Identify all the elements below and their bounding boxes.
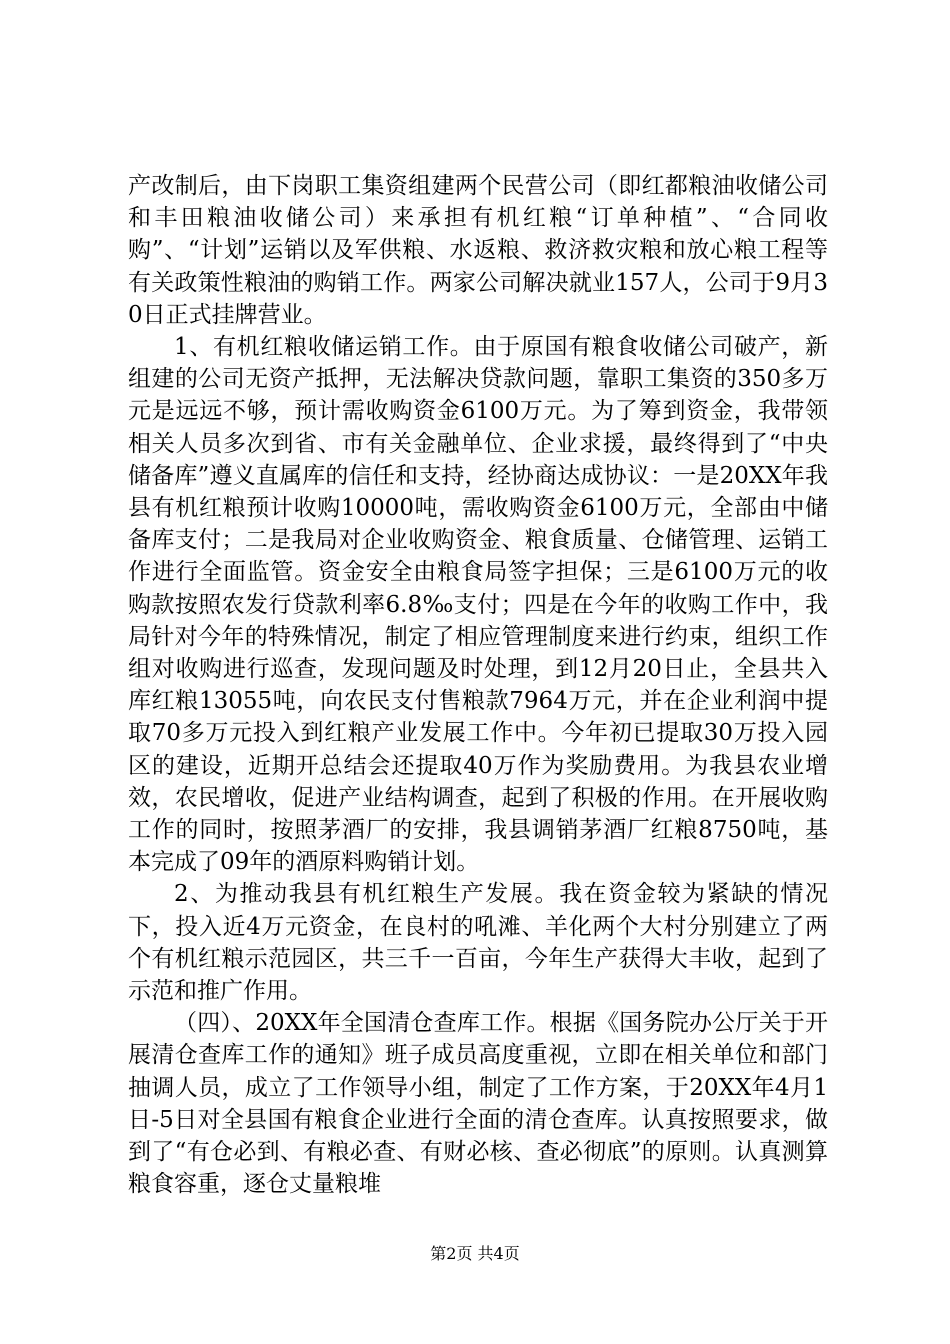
page-footer: 第2页 共4页 bbox=[430, 1244, 520, 1263]
document-body bbox=[128, 170, 828, 1201]
paragraph-3: 2、为推动我县有机红粮生产发展。我在资金较为紧缺的情况下，投入近4万元资金，在良村的吼滩、羊化两个大村分别建立了两个有机红粮示范园区，共三千一百亩，今年生产获得大丰收，起到了示范和推广作用。 bbox=[128, 881, 828, 1005]
paragraph-1: 产改制后，由下岗职工集资组建两个民营公司（即红都粮油收储公司和丰田粮油收储公司）来承担有机红粮“订单种植”、“合同收购”、“计划”运销以及军供粮、水返粮、救济救灾粮和放心粮工程等有关政策性粮油的购销工作。两家公司解决就业157人，公司于9月30日正式挂牌营业。 bbox=[128, 173, 828, 328]
paragraph-4: （四）、20XX年全国清仓查库工作。根据《国务院办公厅关于开展清仓查库工作的通知》班子成员高度重视，立即在相关单位和部门抽调人员，成立了工作领导小组，制定了工作方案，于20XX年4月1日-5日对全县国有粮食企业进行全面的清仓查库。认真按照要求，做到了“有仓必到、有粮必查、有财必核、查必彻底”的原则。认真测算粮食容重，逐仓丈量粮堆 bbox=[128, 1010, 828, 1198]
paragraph-2: 1、有机红粮收储运销工作。由于原国有粮食收储公司破产，新组建的公司无资产抵押，无法解决贷款问题，靠职工集资的350多万元是远远不够，预计需收购资金6100万元。为了筹到资金，我带领相关人员多次到省、市有关金融单位、企业求援，最终得到了“中央储备库”遵义直属库的信任和支持，经协商达成协议：一是20XX年我县有机红粮预计收购10000吨，需收购资金6100万元，全部由中储备库支付；二是我局对企业收购资金、粮食质量、仓储管理、运销工作进行全面监管。资金安全由粮食局签字担保；三是6100万元的收购款按照农发行贷款利率6.8‰支付；四是在今年的收购工作中，我局针对今年的特殊情况，制定了相应管理制度来进行约束，组织工作组对收购进行巡查，发现问题及时处理，到12月20日止，全县共入库红粮13055吨，向农民支付售粮款7964万元，并在企业利润中提取70多万元投入到红粮产业发展工作中。今年初已提取30万投入园区的建设，近期开总结会还提取40万作为奖励费用。为我县农业增效，农民增收，促进产业结构调查，起到了积极的作用。在开展收购工作的同时，按照茅酒厂的安排，我县调销茅酒厂红粮8750吨，基本完成了09年的酒原料购销计划。 bbox=[128, 334, 828, 876]
